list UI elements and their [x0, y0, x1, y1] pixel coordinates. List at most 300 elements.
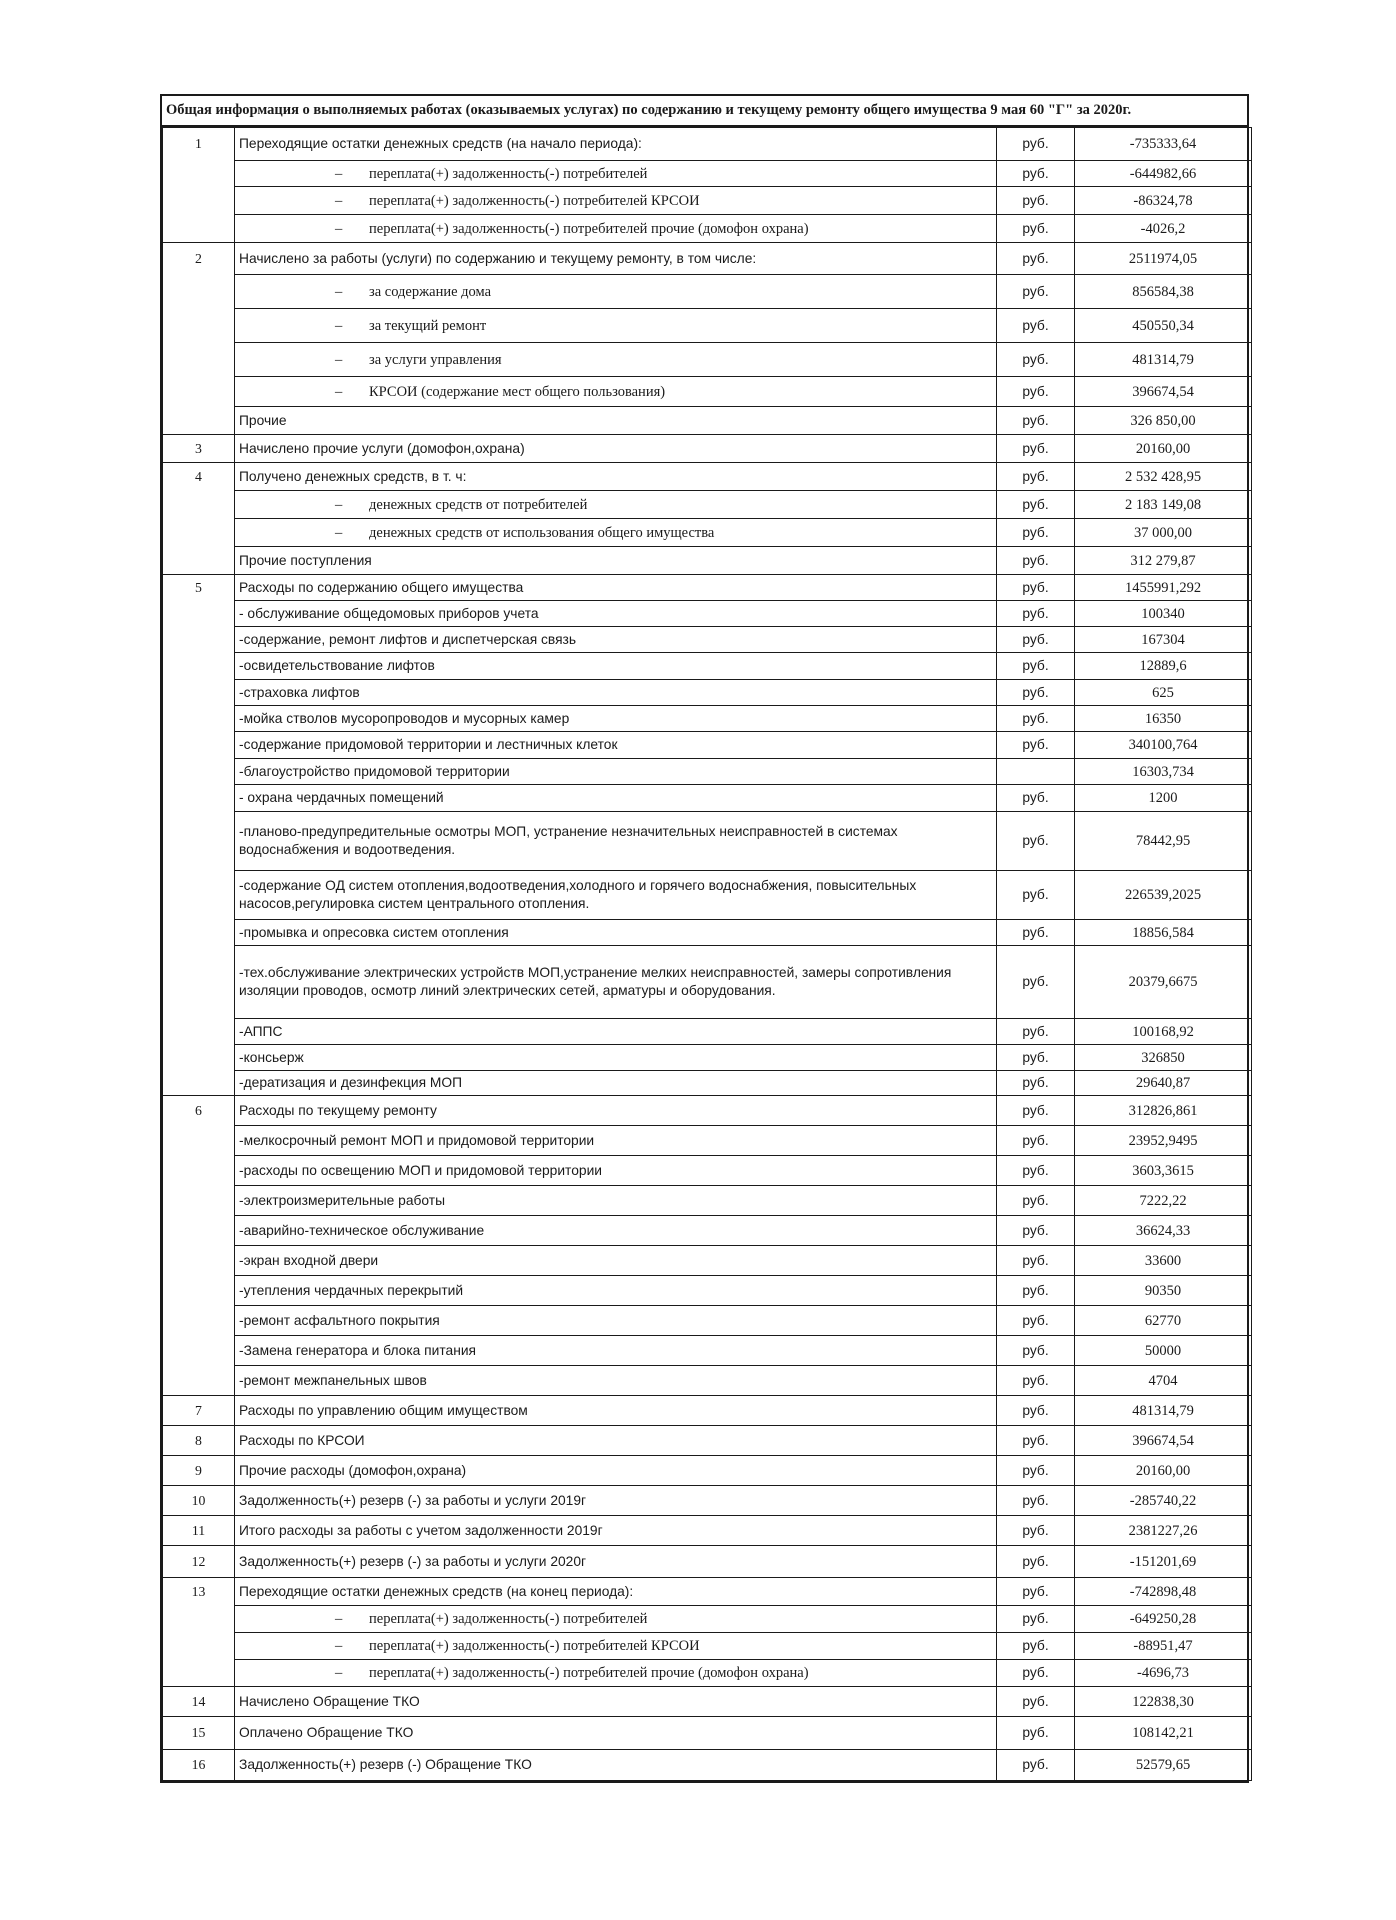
row-description — [235, 519, 997, 547]
row-unit: руб. — [997, 547, 1075, 575]
dash-bullet: – — [335, 317, 343, 334]
row-value: 18856,584 — [1075, 920, 1252, 946]
row-description — [235, 309, 997, 343]
dash-bullet: – — [335, 283, 343, 300]
row-value: 62770 — [1075, 1306, 1252, 1336]
row-number — [163, 920, 235, 946]
row-number — [163, 547, 235, 575]
row-unit: руб. — [997, 653, 1075, 680]
row-unit: руб. — [997, 377, 1075, 407]
row-description-text: -страховка лифтов — [239, 684, 360, 700]
table-row — [163, 1336, 1252, 1366]
row-description — [235, 1366, 997, 1396]
row-description-text: -утепления чердачных перекрытий — [239, 1282, 464, 1298]
row-description-text: переплата(+) задолженность(-) потребителей КРСОИ — [369, 1638, 700, 1654]
row-value: 50000 — [1075, 1336, 1252, 1366]
row-value: -4026,2 — [1075, 215, 1252, 243]
row-value: 625 — [1075, 680, 1252, 706]
table-row — [163, 1019, 1252, 1045]
row-number: 12 — [163, 1546, 235, 1578]
row-number: 10 — [163, 1486, 235, 1516]
row-unit: руб. — [997, 1071, 1075, 1096]
row-description-text: -мелкосрочный ремонт МОП и придомовой территории — [239, 1132, 595, 1148]
row-number: 16 — [163, 1750, 235, 1781]
row-description — [235, 653, 997, 680]
row-value: 7222,22 — [1075, 1186, 1252, 1216]
row-number: 1 — [163, 128, 235, 161]
row-unit: руб. — [997, 1546, 1075, 1578]
row-number: 6 — [163, 1096, 235, 1126]
row-value: 33600 — [1075, 1246, 1252, 1276]
row-description — [235, 1396, 997, 1426]
row-value: 856584,38 — [1075, 275, 1252, 309]
row-number — [163, 343, 235, 377]
row-description-text: за содержание дома — [369, 283, 492, 300]
dash-bullet: – — [335, 192, 343, 209]
row-value: 326850 — [1075, 1045, 1252, 1071]
dash-bullet: – — [335, 496, 343, 513]
row-description-text: Расходы по управлению общим имуществом — [239, 1402, 528, 1418]
table-row — [163, 1687, 1252, 1717]
row-description-text: -содержание, ремонт лифтов и диспетчерская связь — [239, 631, 577, 647]
row-description — [235, 407, 997, 435]
row-description-text: -благоустройство придомовой территории — [239, 763, 510, 779]
row-number — [163, 1660, 235, 1687]
row-value: 20160,00 — [1075, 435, 1252, 463]
row-number — [163, 275, 235, 309]
row-description — [235, 1426, 997, 1456]
dash-bullet: – — [335, 165, 343, 182]
row-value: -735333,64 — [1075, 128, 1252, 161]
row-value: -4696,73 — [1075, 1660, 1252, 1687]
row-unit: руб. — [997, 161, 1075, 187]
row-description — [235, 627, 997, 653]
row-number — [163, 1216, 235, 1246]
row-number — [163, 1306, 235, 1336]
table-row — [163, 946, 1252, 1019]
table-row — [163, 601, 1252, 627]
row-number: 14 — [163, 1687, 235, 1717]
table-row — [163, 1606, 1252, 1633]
row-value: 36624,33 — [1075, 1216, 1252, 1246]
row-value: 122838,30 — [1075, 1687, 1252, 1717]
row-description-text: -планово-предупредительные осмотры МОП, устранение незначительных неисправностей в системах водоснабжения и водоотведения. — [239, 824, 898, 857]
row-unit: руб. — [997, 575, 1075, 601]
row-value: -151201,69 — [1075, 1546, 1252, 1578]
row-description — [235, 491, 997, 519]
row-description-text: Расходы по содержанию общего имущества — [239, 579, 524, 595]
row-number — [163, 706, 235, 732]
row-unit: руб. — [997, 1306, 1075, 1336]
row-description-text: Получено денежных средств, в т. ч: — [239, 468, 467, 484]
row-description — [235, 1071, 997, 1096]
row-description-text: -содержание придомовой территории и лестничных клеток — [239, 737, 618, 752]
row-description — [235, 680, 997, 706]
table-row — [163, 1750, 1252, 1781]
row-description-text: -тех.обслуживание электрических устройств МОП,устранение мелких неисправностей, замеры сопротивления изоляции проводов, осмотр линий электрических сетей, арматуры и оборудования. — [239, 965, 952, 998]
row-description-text: -электроизмерительные работы — [239, 1192, 445, 1208]
row-unit: руб. — [997, 435, 1075, 463]
dash-bullet: – — [335, 1611, 343, 1627]
row-description — [235, 377, 997, 407]
row-description — [235, 812, 997, 871]
table-row — [163, 1660, 1252, 1687]
row-description — [235, 161, 997, 187]
row-value: 396674,54 — [1075, 377, 1252, 407]
table-row — [163, 463, 1252, 491]
row-value: -88951,47 — [1075, 1633, 1252, 1660]
row-description — [235, 435, 997, 463]
table-row — [163, 812, 1252, 871]
table-row — [163, 680, 1252, 706]
table-row — [163, 575, 1252, 601]
table-row — [163, 759, 1252, 785]
row-description — [235, 275, 997, 309]
row-description — [235, 1306, 997, 1336]
row-description — [235, 1336, 997, 1366]
table-row — [163, 1546, 1252, 1578]
table-row — [163, 1156, 1252, 1186]
row-number — [163, 946, 235, 1019]
row-number — [163, 653, 235, 680]
row-number: 5 — [163, 575, 235, 601]
table-row — [163, 1276, 1252, 1306]
row-value: 481314,79 — [1075, 1396, 1252, 1426]
row-unit: руб. — [997, 1516, 1075, 1546]
table-row — [163, 128, 1252, 161]
row-description-text: Прочие расходы (домофон,охрана) — [239, 1462, 467, 1478]
row-description — [235, 946, 997, 1019]
table-row — [163, 243, 1252, 275]
row-value: 100340 — [1075, 601, 1252, 627]
table-row — [163, 161, 1252, 187]
row-unit: руб. — [997, 128, 1075, 161]
row-number — [163, 732, 235, 759]
row-number — [163, 1276, 235, 1306]
row-number — [163, 812, 235, 871]
row-description — [235, 1486, 997, 1516]
row-description-text: переплата(+) задолженность(-) потребителей прочие (домофон охрана) — [369, 220, 809, 237]
row-description — [235, 1578, 997, 1606]
row-value: 4704 — [1075, 1366, 1252, 1396]
row-unit — [997, 759, 1075, 785]
row-description-text: -дератизация и дезинфекция МОП — [239, 1075, 463, 1090]
row-unit: руб. — [997, 812, 1075, 871]
row-number — [163, 759, 235, 785]
table-row — [163, 1396, 1252, 1426]
table-row — [163, 377, 1252, 407]
table-row — [163, 309, 1252, 343]
table-row — [163, 1717, 1252, 1750]
row-number — [163, 407, 235, 435]
dash-bullet: – — [335, 1638, 343, 1654]
row-description — [235, 920, 997, 946]
row-unit: руб. — [997, 463, 1075, 491]
row-value: 396674,54 — [1075, 1426, 1252, 1456]
row-number: 4 — [163, 463, 235, 491]
row-value: -644982,66 — [1075, 161, 1252, 187]
row-value: 20160,00 — [1075, 1456, 1252, 1486]
row-unit: руб. — [997, 1687, 1075, 1717]
table-row — [163, 1426, 1252, 1456]
row-unit: руб. — [997, 1366, 1075, 1396]
row-unit: руб. — [997, 732, 1075, 759]
row-number — [163, 1126, 235, 1156]
row-description-text: Прочие — [239, 412, 287, 428]
table-row — [163, 1071, 1252, 1096]
row-unit: руб. — [997, 1396, 1075, 1426]
row-value: 37 000,00 — [1075, 519, 1252, 547]
row-value: 481314,79 — [1075, 343, 1252, 377]
row-unit: руб. — [997, 1456, 1075, 1486]
row-unit: руб. — [997, 1717, 1075, 1750]
row-unit: руб. — [997, 1186, 1075, 1216]
row-unit: руб. — [997, 627, 1075, 653]
row-number: 3 — [163, 435, 235, 463]
report-rows — [163, 128, 1252, 1781]
row-unit: руб. — [997, 343, 1075, 377]
row-number: 15 — [163, 1717, 235, 1750]
row-description-text: -ремонт межпанельных швов — [239, 1372, 427, 1388]
row-value: 90350 — [1075, 1276, 1252, 1306]
row-description — [235, 243, 997, 275]
row-number — [163, 309, 235, 343]
table-row — [163, 491, 1252, 519]
row-description-text: - охрана чердачных помещений — [239, 790, 444, 805]
row-description — [235, 871, 997, 920]
table-row — [163, 275, 1252, 309]
row-unit: руб. — [997, 1606, 1075, 1633]
row-value: 1455991,292 — [1075, 575, 1252, 601]
row-unit: руб. — [997, 491, 1075, 519]
row-unit: руб. — [997, 1633, 1075, 1660]
report-title: Общая информация о выполняемых работах (оказываемых услугах) по содержанию и текущему ремонту общего имущества 9 мая 60 "Г" за 2020г. — [162, 96, 1247, 127]
row-description-text: денежных средств от потребителей — [369, 496, 588, 513]
row-number — [163, 519, 235, 547]
row-value: 450550,34 — [1075, 309, 1252, 343]
table-row — [163, 187, 1252, 215]
row-description — [235, 706, 997, 732]
row-description — [235, 1156, 997, 1186]
row-description — [235, 547, 997, 575]
row-description — [235, 785, 997, 812]
row-unit: руб. — [997, 871, 1075, 920]
row-value: 167304 — [1075, 627, 1252, 653]
dash-bullet: – — [335, 220, 343, 237]
row-number: 7 — [163, 1396, 235, 1426]
row-description-text: Расходы по КРСОИ — [239, 1432, 365, 1448]
row-description-text: КРСОИ (содержание мест общего пользования) — [369, 383, 666, 400]
table-row — [163, 435, 1252, 463]
row-description — [235, 1045, 997, 1071]
row-value: 23952,9495 — [1075, 1126, 1252, 1156]
row-description — [235, 1750, 997, 1781]
row-value: 312 279,87 — [1075, 547, 1252, 575]
row-unit: руб. — [997, 1660, 1075, 1687]
row-description-text: -консьерж — [239, 1049, 304, 1065]
row-value: 312826,861 — [1075, 1096, 1252, 1126]
row-description-text: Начислено прочие услуги (домофон,охрана) — [239, 440, 525, 456]
table-row — [163, 519, 1252, 547]
row-description — [235, 1606, 997, 1633]
row-description — [235, 601, 997, 627]
row-unit: руб. — [997, 1276, 1075, 1306]
row-value: -86324,78 — [1075, 187, 1252, 215]
row-unit: руб. — [997, 680, 1075, 706]
row-number — [163, 1366, 235, 1396]
row-description-text: переплата(+) задолженность(-) потребителей КРСОИ — [369, 192, 700, 209]
row-description — [235, 1516, 997, 1546]
row-unit: руб. — [997, 243, 1075, 275]
row-unit: руб. — [997, 946, 1075, 1019]
row-unit: руб. — [997, 1216, 1075, 1246]
row-value: -285740,22 — [1075, 1486, 1252, 1516]
row-value: 3603,3615 — [1075, 1156, 1252, 1186]
dash-bullet: – — [335, 524, 343, 541]
row-unit: руб. — [997, 309, 1075, 343]
row-description-text: -АППС — [239, 1023, 283, 1039]
row-description — [235, 575, 997, 601]
row-description-text: Итого расходы за работы с учетом задолженности 2019г — [239, 1522, 603, 1538]
row-description-text: Задолженность(+) резерв (-) за работы и услуги 2019г — [239, 1492, 587, 1508]
row-value: 16303,734 — [1075, 759, 1252, 785]
row-number — [163, 377, 235, 407]
row-number — [163, 187, 235, 215]
table-row — [163, 706, 1252, 732]
row-description-text: Прочие поступления — [239, 552, 372, 568]
row-description — [235, 1096, 997, 1126]
row-description — [235, 1186, 997, 1216]
row-unit: руб. — [997, 1126, 1075, 1156]
row-unit: руб. — [997, 1156, 1075, 1186]
row-description — [235, 1717, 997, 1750]
row-value: 52579,65 — [1075, 1750, 1252, 1781]
row-value: 2511974,05 — [1075, 243, 1252, 275]
row-unit: руб. — [997, 601, 1075, 627]
row-value: 2381227,26 — [1075, 1516, 1252, 1546]
row-description — [235, 1660, 997, 1687]
row-unit: руб. — [997, 275, 1075, 309]
row-description-text: Расходы по текущему ремонту — [239, 1102, 437, 1118]
row-unit: руб. — [997, 1486, 1075, 1516]
row-unit: руб. — [997, 407, 1075, 435]
row-description — [235, 187, 997, 215]
row-description-text: переплата(+) задолженность(-) потребителей — [369, 165, 648, 182]
row-number — [163, 1186, 235, 1216]
row-unit: руб. — [997, 519, 1075, 547]
row-description — [235, 1019, 997, 1045]
row-unit: руб. — [997, 187, 1075, 215]
row-number — [163, 491, 235, 519]
row-description-text: денежных средств от использования общего имущества — [369, 524, 715, 541]
row-description-text: Начислено Обращение ТКО — [239, 1693, 420, 1709]
dash-bullet: – — [335, 351, 343, 368]
row-description-text: -содержание ОД систем отопления,водоотведения,холодного и горячего водоснабжения, повысительных насосов,регулировка систем центрального отопления. — [239, 878, 917, 911]
table-row — [163, 653, 1252, 680]
row-unit: руб. — [997, 215, 1075, 243]
row-unit: руб. — [997, 1750, 1075, 1781]
row-description-text: - обслуживание общедомовых приборов учета — [239, 605, 539, 621]
row-value: -742898,48 — [1075, 1578, 1252, 1606]
row-value: 12889,6 — [1075, 653, 1252, 680]
row-description-text: -ремонт асфальтного покрытия — [239, 1312, 440, 1328]
row-value: 326 850,00 — [1075, 407, 1252, 435]
report-table — [162, 127, 1252, 1781]
row-description-text: Задолженность(+) резерв (-) Обращение ТКО — [239, 1757, 532, 1772]
table-row — [163, 547, 1252, 575]
row-number — [163, 1019, 235, 1045]
row-number — [163, 871, 235, 920]
row-number — [163, 1246, 235, 1276]
row-number — [163, 601, 235, 627]
row-value: 100168,92 — [1075, 1019, 1252, 1045]
row-description-text: за услуги управления — [369, 351, 502, 368]
row-number — [163, 215, 235, 243]
row-number — [163, 680, 235, 706]
table-row — [163, 627, 1252, 653]
row-value: 29640,87 — [1075, 1071, 1252, 1096]
row-description — [235, 732, 997, 759]
row-number: 8 — [163, 1426, 235, 1456]
table-row — [163, 407, 1252, 435]
table-row — [163, 1578, 1252, 1606]
table-row — [163, 1516, 1252, 1546]
row-number: 2 — [163, 243, 235, 275]
row-description — [235, 463, 997, 491]
row-value: -649250,28 — [1075, 1606, 1252, 1633]
row-unit: руб. — [997, 1578, 1075, 1606]
row-value: 16350 — [1075, 706, 1252, 732]
row-description-text: -Замена генератора и блока питания — [239, 1342, 476, 1358]
row-number — [163, 785, 235, 812]
row-number — [163, 627, 235, 653]
row-description-text: Переходящие остатки денежных средств (на конец периода): — [239, 1583, 634, 1599]
row-unit: руб. — [997, 920, 1075, 946]
row-value: 78442,95 — [1075, 812, 1252, 871]
dash-bullet: – — [335, 383, 343, 400]
row-number — [163, 1606, 235, 1633]
table-row — [163, 1366, 1252, 1396]
row-number: 11 — [163, 1516, 235, 1546]
row-description-text: Задолженность(+) резерв (-) за работы и услуги 2020г — [239, 1553, 587, 1569]
row-unit: руб. — [997, 1019, 1075, 1045]
table-row — [163, 343, 1252, 377]
row-value: 1200 — [1075, 785, 1252, 812]
table-row — [163, 1486, 1252, 1516]
row-description-text: за текущий ремонт — [369, 317, 487, 334]
table-row — [163, 732, 1252, 759]
row-description — [235, 1456, 997, 1486]
row-description-text: -аварийно-техническое обслуживание — [239, 1222, 485, 1238]
row-unit: руб. — [997, 1426, 1075, 1456]
row-value: 2 532 428,95 — [1075, 463, 1252, 491]
row-unit: руб. — [997, 1246, 1075, 1276]
row-description-text: -экран входной двери — [239, 1252, 379, 1268]
table-row — [163, 1306, 1252, 1336]
row-number: 13 — [163, 1578, 235, 1606]
row-value: 2 183 149,08 — [1075, 491, 1252, 519]
table-row — [163, 871, 1252, 920]
row-description — [235, 1633, 997, 1660]
table-row — [163, 1096, 1252, 1126]
row-value: 108142,21 — [1075, 1717, 1252, 1750]
row-description — [235, 759, 997, 785]
table-row — [163, 1246, 1252, 1276]
row-number — [163, 161, 235, 187]
row-number: 9 — [163, 1456, 235, 1486]
table-row — [163, 1633, 1252, 1660]
row-unit: руб. — [997, 1096, 1075, 1126]
